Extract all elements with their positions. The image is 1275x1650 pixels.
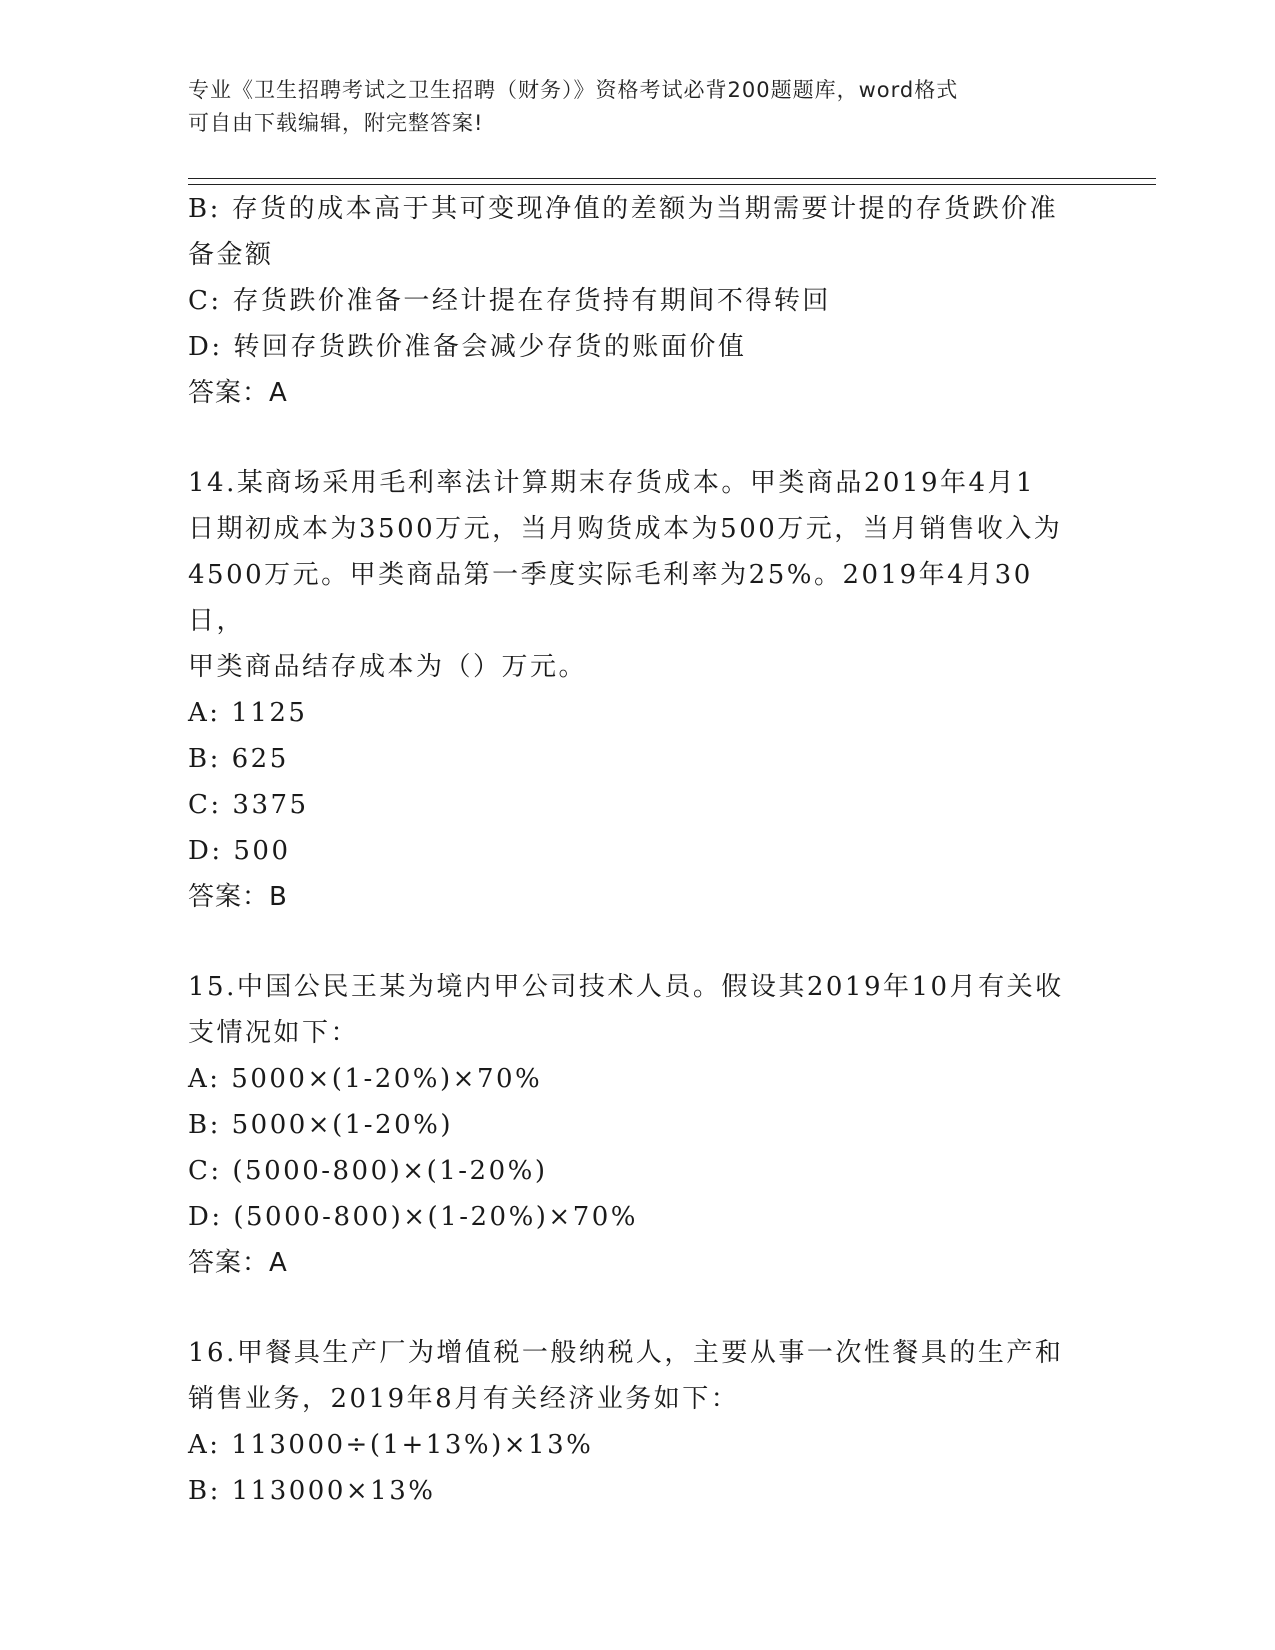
option-d: D: (5000-800)×(1-20%)×70%	[188, 1202, 638, 1232]
option-b: B: 625	[188, 744, 289, 774]
question-14-line: 日期初成本为3500万元，当月购货成本为500万元，当月销售收入为	[188, 514, 1063, 544]
question-14-line: 4500万元。甲类商品第一季度实际毛利率为25%。2019年4月30日，	[188, 560, 1033, 636]
answer-14: 答案：B	[188, 882, 288, 912]
header-double-rule	[188, 178, 1156, 185]
question-14-line: 14.某商场采用毛利率法计算期末存货成本。甲类商品2019年4月1	[188, 468, 1036, 498]
option-b: B: 5000×(1-20%)	[188, 1110, 453, 1140]
question-14	[188, 460, 1088, 920]
answer-13: 答案：A	[188, 378, 288, 408]
option-c: C: 存货跌价准备一经计提在存货持有期间不得转回	[188, 286, 831, 316]
answer-15: 答案：A	[188, 1248, 288, 1278]
question-13-tail	[188, 186, 1088, 416]
question-16-line: 16.甲餐具生产厂为增值税一般纳税人，主要从事一次性餐具的生产和	[188, 1338, 1064, 1368]
question-16-line: 销售业务，2019年8月有关经济业务如下：	[188, 1384, 740, 1414]
question-14-line: 甲类商品结存成本为（）万元。	[188, 652, 588, 682]
question-gap	[188, 1286, 1088, 1330]
question-15	[188, 964, 1088, 1286]
option-b: B: 113000×13%	[188, 1476, 436, 1506]
question-16	[188, 1330, 1088, 1514]
question-gap	[188, 416, 1088, 460]
option-d: D: 转回存货跌价准备会减少存货的账面价值	[188, 332, 747, 362]
option-a: A: 113000÷(1+13%)×13%	[188, 1430, 594, 1460]
question-15-line: 支情况如下：	[188, 1018, 360, 1048]
option-d: D: 500	[188, 836, 291, 866]
question-gap	[188, 920, 1088, 964]
option-a: A: 5000×(1-20%)×70%	[188, 1064, 543, 1094]
question-15-line: 15.中国公民王某为境内甲公司技术人员。假设其2019年10月有关收	[188, 972, 1064, 1002]
option-a: A: 1125	[188, 698, 308, 728]
option-c: C: 3375	[188, 790, 309, 820]
page-header	[188, 74, 1088, 140]
question-content	[188, 186, 1088, 1514]
option-b-line-1: B: 存货的成本高于其可变现净值的差额为当期需要计提的存货跌价准	[188, 194, 1059, 224]
option-b-line-2: 备金额	[188, 240, 274, 270]
option-c: C: (5000-800)×(1-20%)	[188, 1156, 548, 1186]
header-title-line-1: 专业《卫生招聘考试之卫生招聘（财务）》资格考试必背200题题库，word格式	[188, 78, 959, 102]
header-title-line-2: 可自由下载编辑，附完整答案!	[188, 111, 484, 135]
